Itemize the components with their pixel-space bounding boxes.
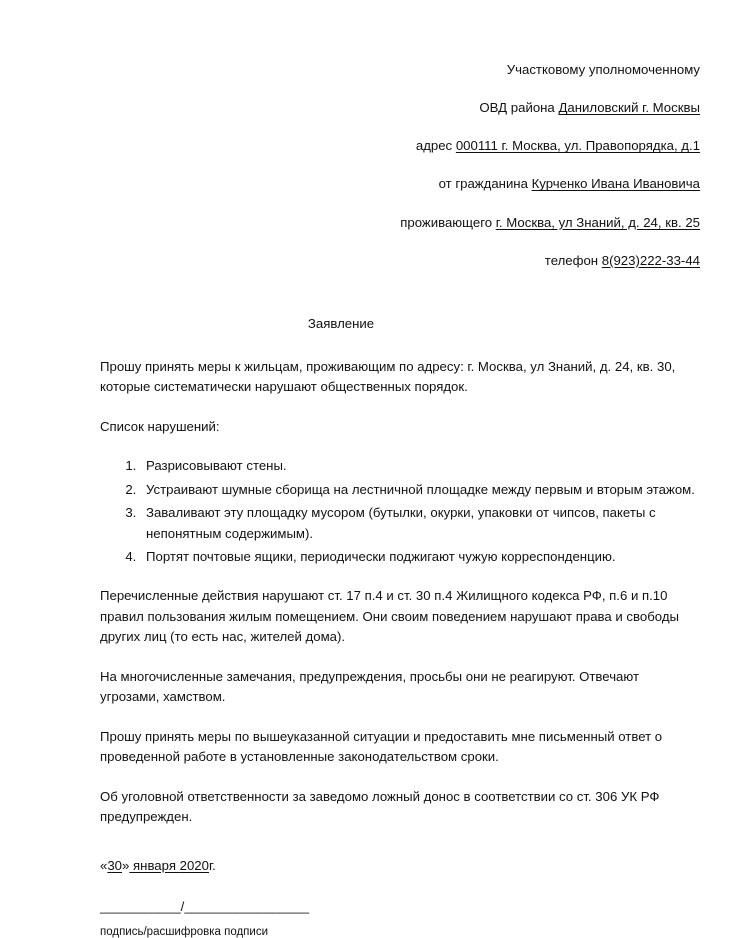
header-phone-prefix: телефон — [544, 252, 602, 268]
document-date — [100, 858, 702, 873]
date-suffix: г. — [208, 857, 216, 873]
paragraph-legal: Перечисленные действия нарушают ст. 17 п.4 и ст. 30 п.4 Жилищного кодекса РФ, п.6 и п.10 правил пользования жилым помещением. Они своим поведением нарушают права и свободы других лиц (то есть нас, жителей дома). — [100, 588, 679, 645]
header-line-address — [100, 136, 700, 155]
header-line-addressee — [100, 60, 700, 79]
header-line-applicant — [100, 174, 700, 193]
header-applicant-value: Курченко Ивана Ивановича — [531, 176, 700, 192]
list-item: 4. Портят почтовые ящики, периодически поджигают чужую корреспонденцию. — [140, 547, 702, 567]
header-residence-value: г. Москва, ул Знаний, д. 24, кв. 25 — [495, 214, 700, 230]
list-item: 2. Устраивают шумные сборища на лестничной площадке между первым и вторым этажом. — [140, 480, 702, 500]
header-line-addressee-text: Участковому уполномоченному — [506, 62, 700, 77]
header-line-residence — [100, 213, 700, 232]
header-line-phone — [100, 251, 700, 270]
header-address-prefix: адрес — [415, 138, 456, 154]
date-month: января — [129, 857, 180, 873]
paragraph-request: Прошу принять меры по вышеуказанной ситуации и предоставить мне письменный ответ о проведенной работе в установленные законодательством сроки. — [100, 728, 663, 765]
header-residence-prefix: проживающего — [400, 214, 496, 230]
date-quote-close: » — [122, 857, 130, 873]
header-applicant-prefix: от гражданина — [438, 176, 532, 192]
signature-rule: ___________/_________________ — [100, 898, 310, 914]
list-heading: Список нарушений: — [100, 418, 220, 434]
document-title: Заявление — [307, 315, 375, 331]
header-line-department — [100, 98, 700, 117]
paragraph-intro: Прошу принять меры к жильцам, проживающим по адресу: г. Москва, ул Знаний, д. 24, кв. 30, которые систематически нарушают общественных порядок. — [100, 358, 676, 395]
header-address-value: 000111 г. Москва, ул. Правопорядка, д.1 — [455, 138, 700, 154]
list-item: 3. Заваливают эту площадку мусором (бутылки, окурки, упаковки от чипсов, пакеты с непонятным содержимым). — [140, 503, 702, 544]
date-day: 30 — [107, 857, 123, 873]
paragraph-warning: Об уголовной ответственности за заведомо ложный донос в соответствии со ст. 306 УК РФ предупрежден. — [100, 788, 660, 825]
list-item: 1. Разрисовывают стены. — [140, 456, 702, 476]
signature-caption: подпись/расшифровка подписи — [100, 925, 269, 938]
document-header — [100, 60, 702, 270]
violations-list — [100, 456, 702, 567]
date-quote-open: « — [100, 857, 108, 873]
paragraph-reaction: На многочисленные замечания, предупреждения, просьбы они не реагируют. Отвечают угрозами, хамством. — [100, 668, 640, 705]
header-department-prefix: ОВД района — [479, 100, 559, 116]
header-department-value: Даниловский г. Москвы — [558, 100, 700, 116]
header-phone-value: 8(923)222-33-44 — [601, 252, 700, 268]
date-year: 2020 — [179, 857, 209, 873]
